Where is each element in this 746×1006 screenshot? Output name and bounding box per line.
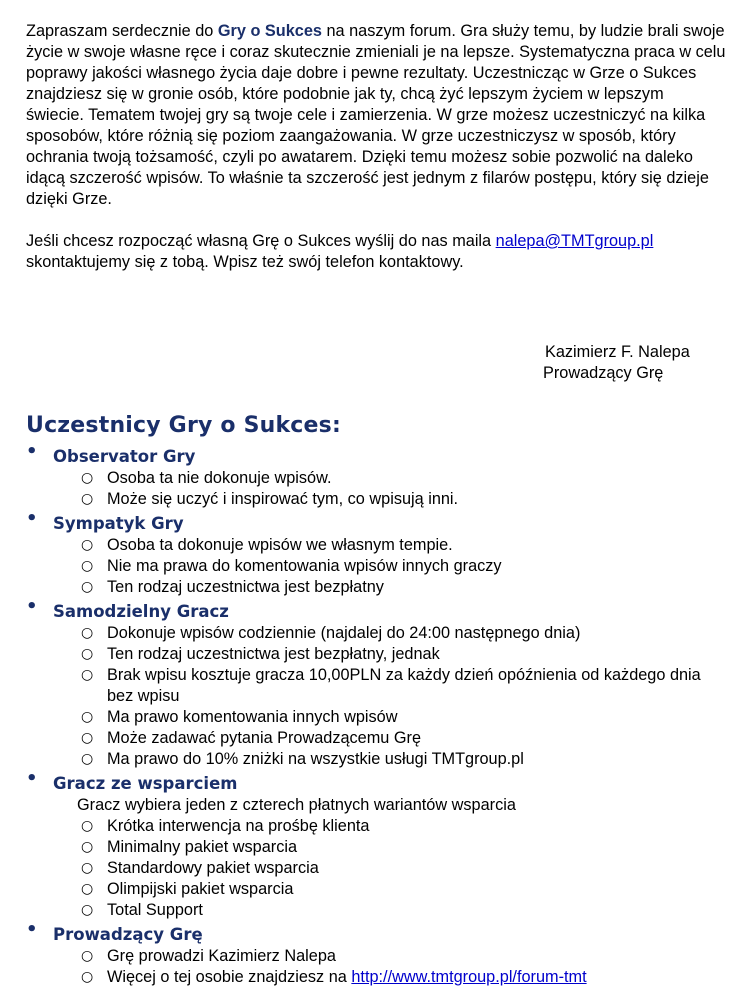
bullet-icon: • [26,768,38,789]
list-item-text: Więcej o tej osobie znajdziesz na [107,968,352,986]
circle-bullet-icon: ○ [81,969,94,985]
list-item-text: Osoba ta dokonuje wpisów we własnym tempie. [107,536,453,554]
group-items [26,816,726,921]
list-item [26,858,726,879]
participants-heading: Uczestnicy Gry o Sukces: [26,413,341,438]
participant-group [26,508,726,598]
bullet-icon: • [26,919,38,940]
list-item [26,577,726,598]
list-item [26,535,726,556]
group-title [26,508,726,535]
list-item [26,623,726,644]
group-title [26,768,726,795]
circle-bullet-icon: ○ [81,491,94,507]
circle-bullet-icon: ○ [81,625,94,641]
circle-bullet-icon: ○ [81,881,94,897]
list-item-text: Minimalny pakiet wsparcia [107,838,298,856]
intro-text-continued: na naszym forum. Gra służy temu, by ludzie brali swoje życie w swoje własne ręce i coraz skutecznie zmieniali je na lepsze. Systematyczna praca w celu poprawy jakości własnego życia daje dobre i pewne rezultaty. Uczestnicząc w Grze o Sukces znajdziesz się w gronie osób, które podobnie jak ty, chcą żyć lepszym życiem w lepszym świecie. Tematem twojej gry są twoje cele i zamierzenia. W grze możesz uczestniczyć na kilka sposobów, które różnią się poziom zaangażowania. W grze uczestniczysz w sposób, który ochrania twoją tożsamość, czyli po awatarem. Dzięki temu możesz sobie pozwolić na daleko idącą szczerość wpisów. To właśnie ta szczerość jest jednym z filarów postępu, który się dzieje dzięki Grze. [26,22,726,208]
intro-text: Zapraszam serdecznie do [26,22,218,40]
list-item-text: Standardowy pakiet wsparcia [107,859,319,877]
contact-text-continued: skontaktujemy się z tobą. Wpisz też swój telefon kontaktowy. [26,253,464,271]
list-item [26,556,726,577]
group-title-text: Sympatyk Gry [53,514,184,533]
list-item [26,489,726,510]
group-title [26,441,726,468]
circle-bullet-icon: ○ [81,730,94,746]
circle-bullet-icon: ○ [81,537,94,553]
group-items [26,535,726,598]
signature-role: Prowadzący Grę [543,364,664,382]
bullet-icon: • [26,441,38,462]
list-item-text: Krótka interwencja na prośbę klienta [107,817,370,835]
circle-bullet-icon: ○ [81,579,94,595]
list-item-text: Może się uczyć i inspirować tym, co wpisują inni. [107,490,459,508]
group-items [26,946,726,988]
group-title-text: Samodzielny Gracz [53,602,229,621]
circle-bullet-icon: ○ [81,646,94,662]
intro-section [26,21,726,273]
list-item [26,900,726,921]
list-item-text: Total Support [107,901,203,919]
circle-bullet-icon: ○ [81,558,94,574]
group-items [26,623,726,770]
list-item-text: Grę prowadzi Kazimierz Nalepa [107,947,336,965]
group-note: Gracz wybiera jeden z czterech płatnych wariantów wsparcia [77,796,516,814]
list-item [26,749,726,770]
group-title [26,596,726,623]
circle-bullet-icon: ○ [81,709,94,725]
list-item [26,644,726,665]
participants-list [26,441,726,988]
circle-bullet-icon: ○ [81,860,94,876]
list-item-text: Olimpijski pakiet wsparcia [107,880,294,898]
list-item [26,816,726,837]
group-title-text: Gracz ze wsparciem [53,774,238,793]
list-item-text: Ma prawo komentowania innych wpisów [107,708,398,726]
list-item-text: Nie ma prawa do komentowania wpisów innych graczy [107,557,502,575]
list-item [26,468,726,489]
list-item [26,707,726,728]
circle-bullet-icon: ○ [81,818,94,834]
circle-bullet-icon: ○ [81,751,94,767]
list-item [26,967,726,988]
list-item-text: Ten rodzaj uczestnictwa jest bezpłatny [107,578,384,596]
participant-group [26,441,726,510]
forum-link[interactable]: http://www.tmtgroup.pl/forum-tmt [351,968,587,986]
list-item [26,728,726,749]
circle-bullet-icon: ○ [81,667,94,683]
circle-bullet-icon: ○ [81,902,94,918]
circle-bullet-icon: ○ [81,948,94,964]
list-item [26,946,726,967]
participant-group [26,596,726,770]
list-item-text: Dokonuje wpisów codziennie (najdalej do 24:00 następnego dnia) [107,624,581,642]
circle-bullet-icon: ○ [81,470,94,486]
list-item [26,879,726,900]
contact-text: Jeśli chcesz rozpocząć własną Grę o Sukces wyślij do nas maila [26,232,496,250]
bullet-icon: • [26,596,38,617]
list-item-text: Ma prawo do 10% zniżki na wszystkie usługi TMTgroup.pl [107,750,524,768]
list-item-text: Ten rodzaj uczestnictwa jest bezpłatny, jednak [107,645,440,663]
bullet-icon: • [26,508,38,529]
list-item [26,837,726,858]
list-item-text: Brak wpisu kosztuje gracza 10,00PLN za każdy dzień opóźnienia od każdego dnia bez wpisu [107,666,701,705]
participant-group [26,919,726,988]
game-name-highlight: Gry o Sukces [217,22,322,40]
participant-group [26,768,726,921]
group-title [26,919,726,946]
signature-name: Kazimierz F. Nalepa [545,343,690,361]
group-title-text: Prowadzący Grę [53,925,203,944]
list-item [26,665,726,707]
group-items [26,468,726,510]
group-title-text: Observator Gry [53,447,196,466]
list-item-text: Może zadawać pytania Prowadzącemu Grę [107,729,422,747]
intro-paragraph-2 [26,231,726,273]
intro-paragraph-1 [26,21,726,210]
email-link[interactable]: nalepa@TMTgroup.pl [495,232,654,250]
circle-bullet-icon: ○ [81,839,94,855]
list-item-text: Osoba ta nie dokonuje wpisów. [107,469,332,487]
